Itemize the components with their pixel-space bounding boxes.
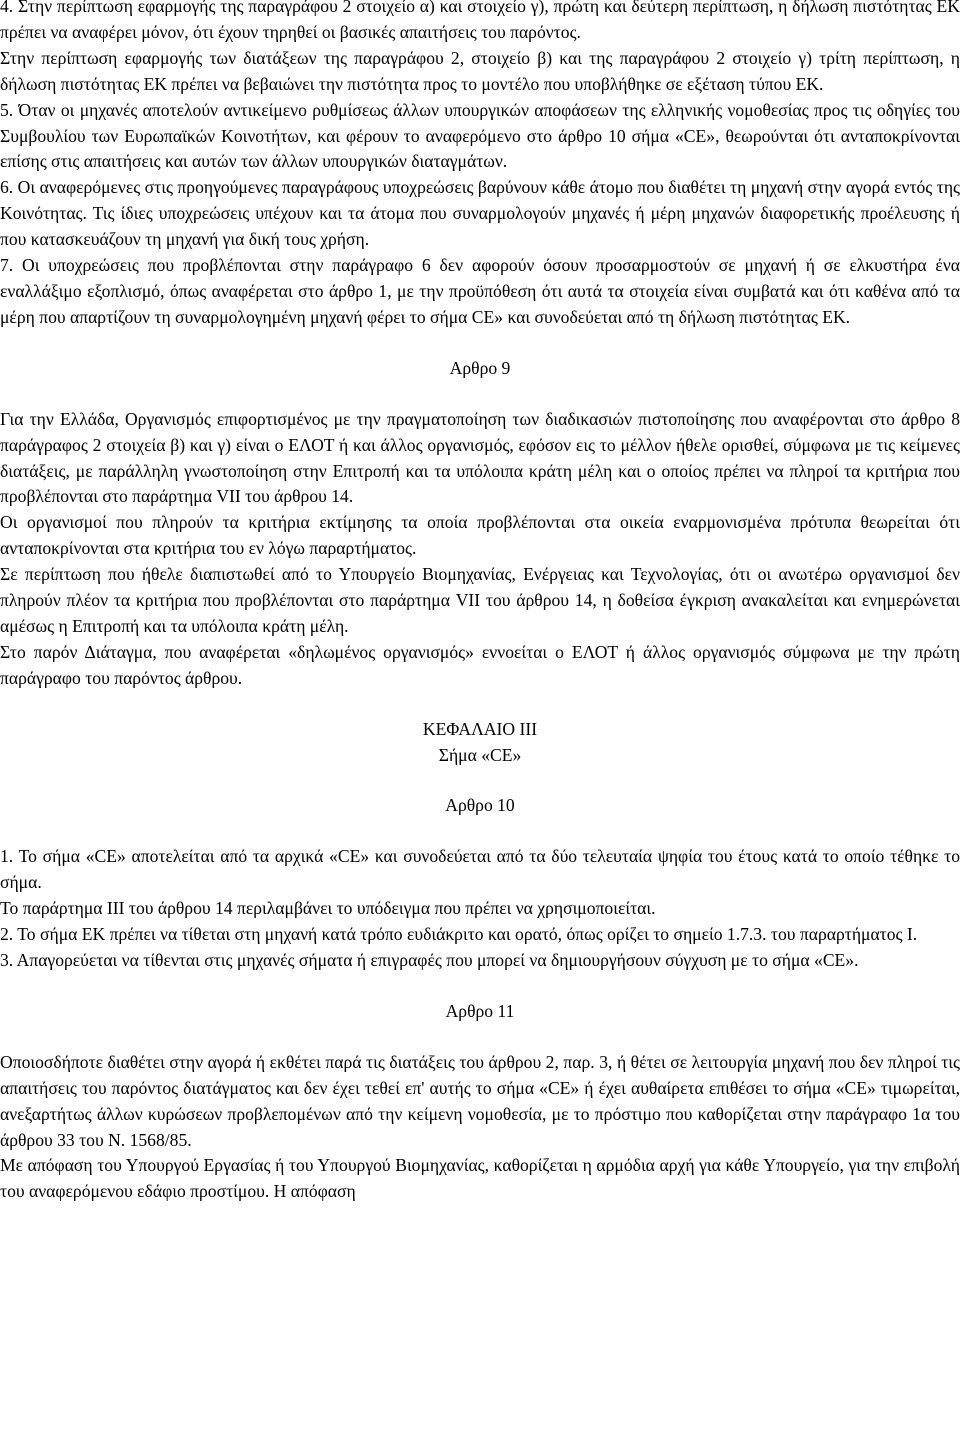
chapter-3-title: ΚΕΦΑΛΑΙΟ ΙΙΙ bbox=[422, 718, 538, 739]
article-10-paragraph: 2. Το σήμα ΕΚ πρέπει να τίθεται στη μηχανή κατά τρόπο ευδιάκριτο και ορατό, όπως ορίζει το σημείο 1.7.3. του παραρτήματος Ι. bbox=[0, 924, 918, 945]
paragraph-7: 7. Οι υποχρεώσεις που προβλέπονται στην παράγραφο 6 δεν αφορούν όσουν προσαρμοστούν σε μηχανή ή σε ελκυστήρα ένα εναλλάξιμο εξοπλισμό, όπως αναφέρεται στο άρθρο 1, με την προϋπόθεση ότι αυτά τα στοιχεία είναι συμβατά και ότι καθένα από τα μέρη που απαρτίζουν τη συναρμολογημένη μηχανή φέρει το σήμα CE» και συνοδεύεται από τη δήλωση πιστότητας ΕΚ. bbox=[0, 255, 960, 327]
article-9-heading: Αρθρο 9 bbox=[449, 357, 511, 378]
article-11-paragraph: Με απόφαση του Υπουργού Εργασίας ή του Υπουργού Βιομηχανίας, καθορίζεται η αρμόδια αρχή για κάθε Υπουργείο, για την επιβολή του αναφερόμενου εδάφιο προστίμου. Η απόφαση bbox=[0, 1155, 960, 1202]
article-9-paragraph: Οι οργανισμοί που πληρούν τα κριτήρια εκτίμησης τα οποία προβλέπονται στα οικεία εναρμονισμένα πρότυπα θεωρείται ότι ανταποκρίνονται στα κριτήρια του εν λόγω παραρτήματος. bbox=[0, 512, 960, 559]
article-10-paragraph: 1. Το σήμα «CE» αποτελείται από τα αρχικά «CE» και συνοδεύεται από τα δύο τελευταία ψηφία του έτους κατά το οποίο τέθηκε το σήμα. bbox=[0, 846, 960, 893]
article-11-heading: Αρθρο 11 bbox=[445, 1000, 515, 1021]
article-10-paragraph: Το παράρτημα ΙΙΙ του άρθρου 14 περιλαμβάνει το υπόδειγμα που πρέπει να χρησιμοποιείται. bbox=[0, 898, 656, 919]
paragraph-6: 6. Οι αναφερόμενες στις προηγούμενες παραγράφους υποχρεώσεις βαρύνουν κάθε άτομο που διαθέτει τη μηχανή στην αγορά εντός της Κοινότητας. Τις ίδιες υποχρεώσεις υπέχουν και τα άτομα που συναρμολογούν μηχανές ή μέρη μηχανών διαφορετικής προέλευσης ή που κατασκευάζουν τη μηχανή για δική τους χρήση. bbox=[0, 177, 960, 250]
article-10-heading: Αρθρο 10 bbox=[445, 795, 515, 816]
chapter-3-subtitle: Σήμα «CE» bbox=[438, 744, 522, 765]
paragraph-4-continued: Στην περίπτωση εφαρμογής των διατάξεων της παραγράφου 2, στοιχείο β) και της παραγράφου 2 στοιχείο γ) τρίτη περίπτωση, η δήλωση πιστότητας ΕΚ πρέπει να βεβαιώνει την πιστότητα προς το μοντέλο που υποβλήθηκε σε εξέταση τύπου ΕΚ. bbox=[0, 47, 960, 94]
paragraph-5: 5. Όταν οι μηχανές αποτελούν αντικείμενο ρυθμίσεως άλλων υπουργικών αποφάσεων της ελληνικής νομοθεσίας προς τις οδηγίες του Συμβουλίου των Ευρωπαϊκών Κοινοτήτων, και φέρουν το αναφερόμενο στο άρθρο 10 σήμα «CE», θεωρούνται ότι ανταποκρίνονται επίσης στις απαιτήσεις και αυτών των άλλων υπουργικών διαταγμάτων. bbox=[0, 99, 960, 172]
article-11-paragraph: Οποιοσδήποτε διαθέτει στην αγορά ή εκθέτει παρά τις διατάξεις του άρθρου 2, παρ. 3, ή θέτει σε λειτουργία μηχανή που δεν πληροί τις απαιτήσεις του παρόντος διατάγματος και δεν έχει τεθεί επ' αυτής το σήμα «CE» ή έχει αυθαίρετα επιθέσει το σήμα «CE» τιμωρείται, ανεξαρτήτως άλλων κυρώσεων προβλεπομένων από την κείμενη νομοθεσία, με το πρόστιμο που καθορίζεται στην παράγραφο 1α του άρθρου 33 του Ν. 1568/85. bbox=[0, 1051, 960, 1150]
article-9-paragraph: Για την Ελλάδα, Οργανισμός επιφορτισμένος με την πραγματοποίηση των διαδικασιών πιστοποίησης που αναφέρονται στο άρθρο 8 παράγραφος 2 στοιχεία β) και γ) είναι ο ΕΛΟΤ ή και άλλος οργανισμός, εφόσον εις το μέλλον ήθελε ορισθεί, σύμφωνα με τις κείμενες διατάξεις, με παράλληλη γνωστοποίηση στην Επιτροπή και τα υπόλοιπα κράτη μέλη και ο οποίος πρέπει να πληροί τα κριτήρια που προβλέπονται στο παράρτημα VII του άρθρου 14. bbox=[0, 408, 960, 507]
article-9-paragraph: Στο παρόν Διάταγμα, που αναφέρεται «δηλωμένος οργανισμός» εννοείται ο ΕΛΟΤ ή άλλος οργανισμός σύμφωνα με την πρώτη παράγραφο του παρόντος άρθρου. bbox=[0, 641, 960, 688]
paragraph-4: 4. Στην περίπτωση εφαρμογής της παραγράφου 2 στοιχείο α) και στοιχείο γ), πρώτη και δεύτερη περίπτωση, η δήλωση πιστότητας ΕΚ πρέπει να αναφέρει μόνον, ότι έχουν τηρηθεί οι βασικές απαιτήσεις του παρόντος. bbox=[0, 0, 960, 42]
article-9-paragraph: Σε περίπτωση που ήθελε διαπιστωθεί από το Υπουργείο Βιομηχανίας, Ενέργειας και Τεχνολογίας, ότι οι ανωτέρω οργανισμοί δεν πληρούν πλέον τα κριτήρια που προβλέπονται στο παράρτημα VII του άρθρου 14, η δοθείσα έγκριση ανακαλείται και ενημερώνεται αμέσως η Επιτροπή και τα υπόλοιπα κράτη μέλη. bbox=[0, 564, 960, 636]
article-10-paragraph: 3. Απαγορεύεται να τίθενται στις μηχανές σήματα ή επιγραφές που μπορεί να δημιουργήσουν σύγχυση με το σήμα «CE». bbox=[0, 950, 859, 970]
